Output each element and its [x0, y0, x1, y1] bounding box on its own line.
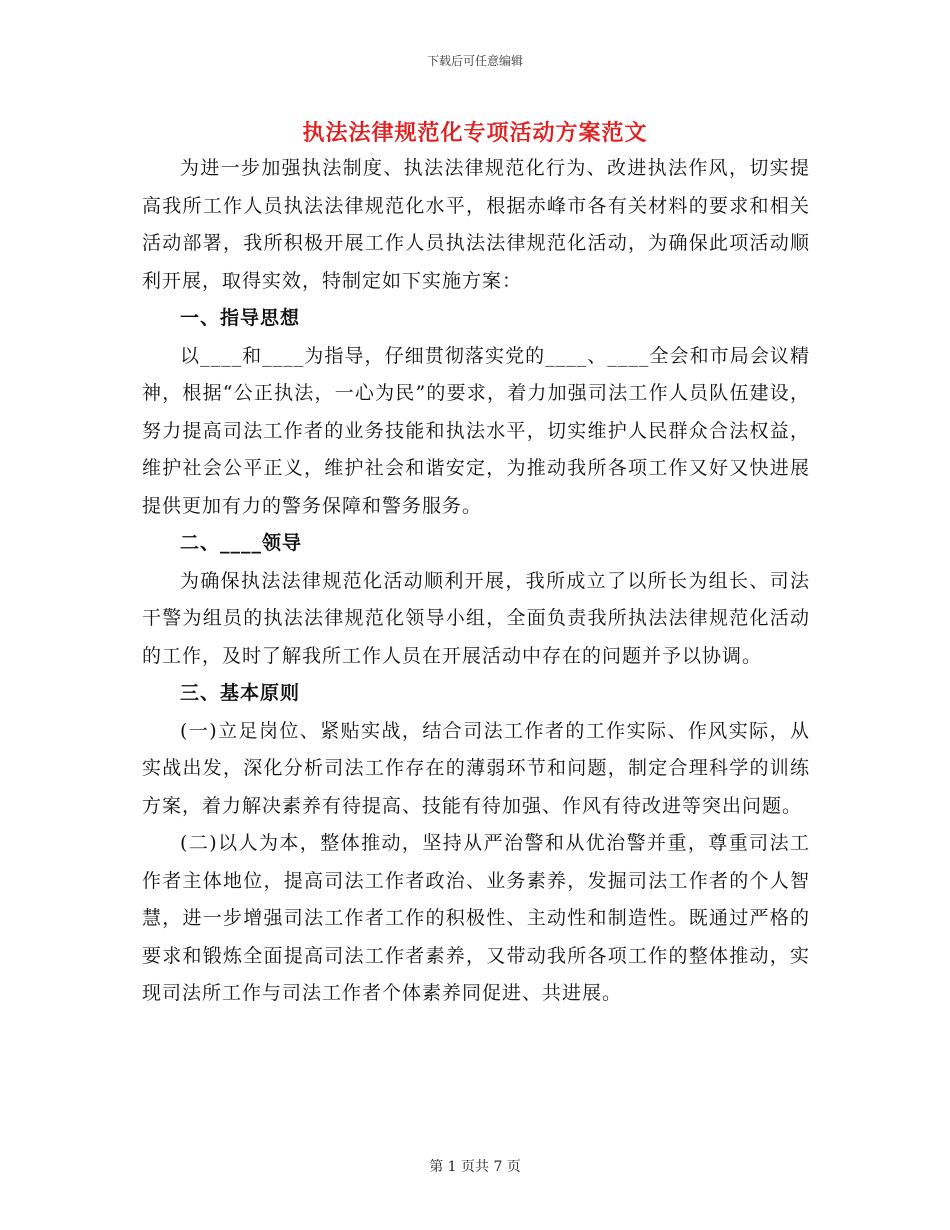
section-heading-principles: 三、基本原则	[180, 682, 301, 704]
paragraph-principle-1: (一)立足岗位、紧贴实战，结合司法工作者的工作实际、作风实际，从实战出发，深化分析司法工作存在的薄弱环节和问题，制定合理科学的训练方案，着力解决素养有待提高、技能有待加强、作风有待改进等突出问题。	[142, 719, 810, 817]
paragraph-principle-2: (二)以人为本，整体推动，坚持从严治警和从优治警并重，尊重司法工作者主体地位，提高司法工作者政治、业务素养，发掘司法工作者的个人智慧，进一步增强司法工作者工作的积极性、主动性和制造性。既通过严格的要求和锻炼全面提高司法工作者素养，又带动我所各项工作的整体推动，实现司法所工作与司法工作者个体素养同促进、共进展。	[142, 832, 810, 1004]
document-title: 执法法律规范化专项活动方案范文	[302, 120, 648, 146]
page-header-note: 下载后可任意编辑	[426, 54, 523, 68]
document-body	[142, 150, 810, 1013]
paragraph-guiding-thought: 以____和____为指导，仔细贯彻落实党的____、____全会和市局会议精神，根据“公正执法，一心为民”的要求，着力加强司法工作人员队伍建设，努力提高司法工作者的业务技能和执法水平，切实维护人民群众合法权益，维护社会公平正义，维护社会和谐安定，为推动我所各项工作又好又快进展提供更加有力的警务保障和警务服务。	[142, 344, 810, 517]
section-heading-leadership: 二、____领导	[180, 532, 303, 554]
paragraph-leadership: 为确保执法法律规范化活动顺利开展，我所成立了以所长为组长、司法干警为组员的执法法律规范化领导小组，全面负责我所执法法律规范化活动的工作，及时了解我所工作人员在开展活动中存在的问题并予以协调。	[142, 569, 810, 667]
page-number: 第 1 页共 7 页	[429, 1159, 521, 1175]
section-heading-guiding-thought: 一、指导思想	[180, 307, 301, 329]
paragraph-intro: 为进一步加强执法制度、执法法律规范化行为、改进执法作风，切实提高我所工作人员执法法律规范化水平，根据赤峰市各有关材料的要求和相关活动部署，我所积极开展工作人员执法法律规范化活动，为确保此项活动顺利开展，取得实效，特制定如下实施方案：	[142, 157, 810, 292]
